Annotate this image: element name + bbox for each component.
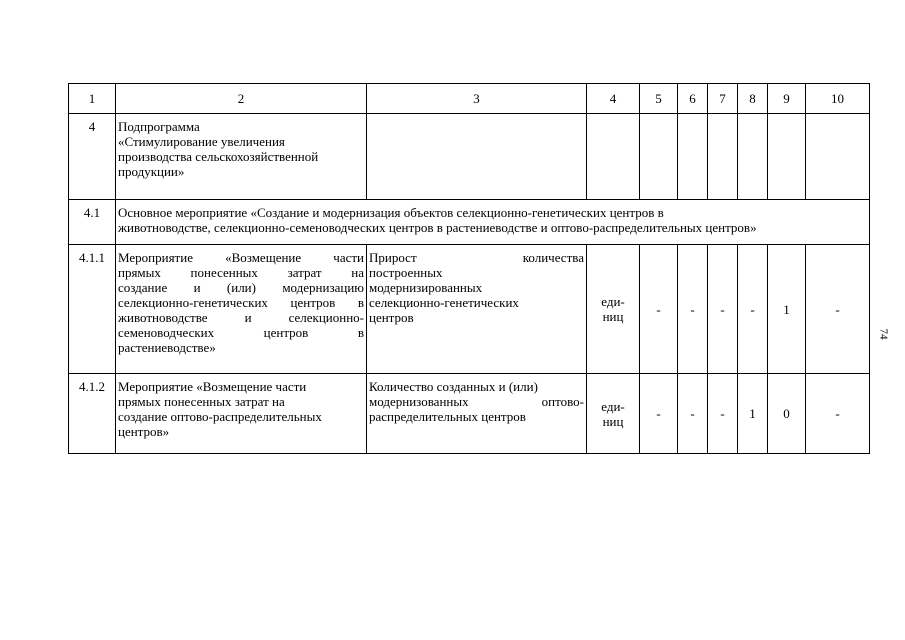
text-line: Основное мероприятие «Создание и модернизация объектов селекционно-генетических центров в [118,205,664,220]
main-activity-text [116,200,870,245]
value-cell: - [640,245,678,374]
text-line: ниц [602,413,624,429]
text-line: продукции» [118,164,185,179]
text-line: создание и (или) модернизацию [118,280,364,295]
text-line: еди- [601,294,625,309]
value-cell: - [640,374,678,454]
text-line: ниц [602,309,624,324]
unit-cell [587,245,640,374]
text-line: Количество созданных и (или) [369,379,538,394]
text-line: Подпрограмма [118,119,200,134]
text-line: модернизованных оптово- [369,394,584,409]
text-line: модернизированных [369,280,483,295]
header-row [69,84,870,114]
header-cell: 10 [806,84,870,114]
text-line: «Стимулирование увеличения [118,134,285,149]
text-line: прямых понесенных затрат на [118,265,364,280]
subprogram-name [116,114,367,200]
value-cell: - [806,245,870,374]
text-line: распределительных центров [369,409,526,424]
table-row [69,200,870,245]
value-cell: - [678,374,708,454]
value-cell: - [806,374,870,454]
empty-cell [367,114,587,200]
text-line: прямых понесенных затрат на [118,394,285,409]
text-line: растениеводстве» [118,340,216,355]
activity-name [116,374,367,454]
text-line: селекционно-генетических [369,295,519,310]
text-line: семеноводческих центров в [118,325,364,340]
row-number: 4.1 [69,200,116,245]
text-line: селекционно-генетических центров в [118,295,364,310]
empty-cell [768,114,806,200]
empty-cell [738,114,768,200]
header-cell: 1 [69,84,116,114]
value-cell: - [708,374,738,454]
text-line: животноводстве и селекционно- [118,310,364,325]
text-line: построенных [369,265,443,280]
empty-cell [708,114,738,200]
value-cell: - [678,245,708,374]
row-number: 4.1.2 [69,374,116,454]
value-cell: - [738,245,768,374]
activity-name [116,245,367,374]
row-number: 4 [69,114,116,200]
value-cell: 0 [768,374,806,454]
header-cell: 2 [116,84,367,114]
page-number: 74 [877,328,890,340]
program-table [68,83,870,454]
header-cell: 5 [640,84,678,114]
empty-cell [806,114,870,200]
value-cell: - [708,245,738,374]
text-line: центров» [118,424,170,439]
header-cell: 4 [587,84,640,114]
text-line: центров [369,310,414,325]
table-row [69,374,870,454]
header-cell: 6 [678,84,708,114]
text-line: создание оптово-распределительных [118,409,322,424]
header-cell: 8 [738,84,768,114]
header-cell: 7 [708,84,738,114]
table-row [69,245,870,374]
indicator-name [367,245,587,374]
text-line: Прирост количества [369,250,584,265]
value-cell: 1 [738,374,768,454]
value-cell: 1 [768,245,806,374]
header-cell: 3 [367,84,587,114]
empty-cell [640,114,678,200]
text-line: производства сельскохозяйственной [118,149,319,164]
table-row [69,114,870,200]
empty-cell [678,114,708,200]
row-number: 4.1.1 [69,245,116,374]
header-cell: 9 [768,84,806,114]
text-line: Мероприятие «Возмещение части [118,250,364,265]
unit-cell [587,374,640,454]
empty-cell [587,114,640,200]
indicator-name [367,374,587,454]
text-line: еди- [601,398,625,414]
text-line: животноводстве, селекционно-семеноводческих центров в растениеводстве и оптово-распределительных центров» [118,220,757,235]
text-line: Мероприятие «Возмещение части [118,379,307,394]
